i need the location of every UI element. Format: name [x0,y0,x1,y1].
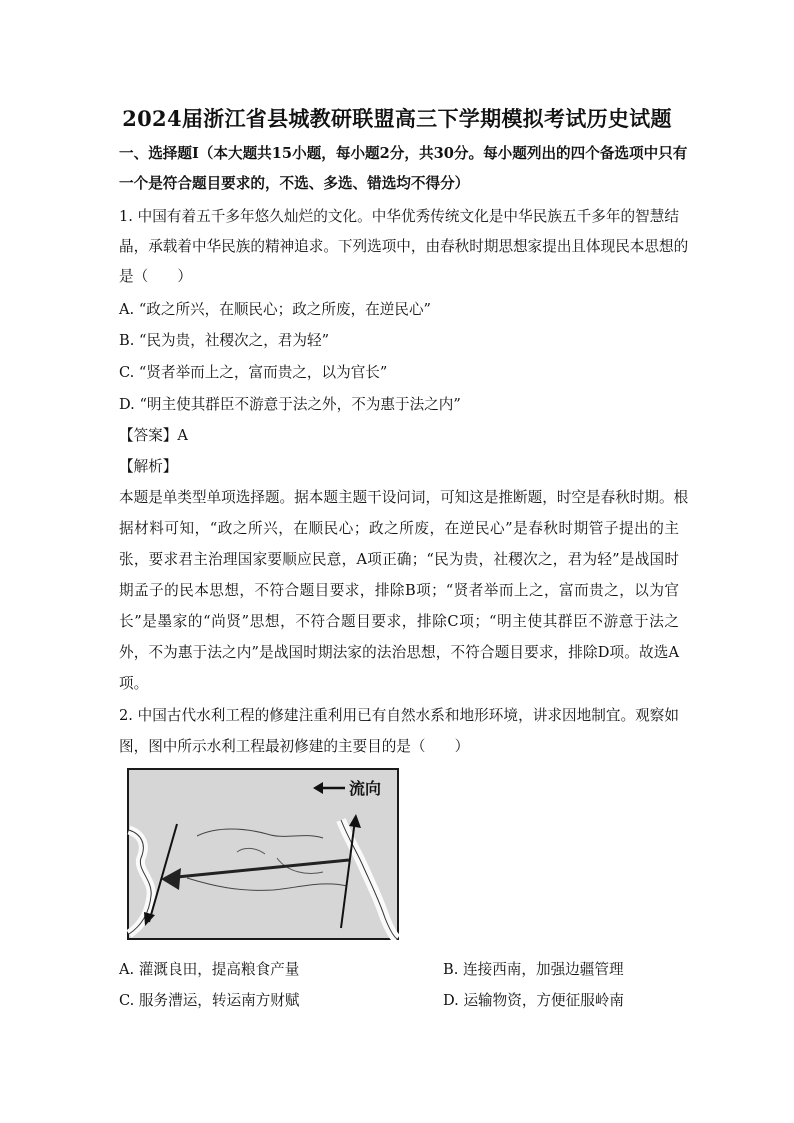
q1-option-b: B. “民为贵，社稷次之，君为轻” [119,332,330,349]
q2-stem-line-2: 图，图中所示水利工程最初修建的主要目的是（ ） [119,738,470,755]
q2-option-c: C. 服务漕运，转运南方财赋 [119,992,300,1009]
q2-option-d: D. 运输物资，方便征服岭南 [443,992,624,1009]
q1-analysis-line: 长”是墨家的“尚贤”思想，不符合题目要求，排除C项；“明主使其群臣不游意于法之 [119,613,679,630]
q1-analysis-line: 期孟子的民本思想，不符合题目要求，排除B项；“贤者举而上之，富而贵之，以为官 [119,582,679,599]
q1-option-a: A. “政之所兴，在顺民心；政之所废，在逆民心” [119,301,432,318]
flow-legend-label: 流向 [349,779,382,798]
q1-option-d: D. “明主使其群臣不游意于法之外，不为惠于法之内” [119,396,461,413]
q2-option-b: B. 连接西南，加强边疆管理 [443,961,624,978]
q1-option-c: C. “贤者举而上之，富而贵之，以为官长” [119,364,388,381]
page-title: 2024届浙江省县城教研联盟高三下学期模拟考试历史试题 [122,106,672,131]
q1-stem-line-1: 1. 中国有着五千多年悠久灿烂的文化。中华优秀传统文化是中华民族五千多年的智慧结 [119,208,679,225]
q1-analysis-line: 项。 [119,675,149,692]
q2-option-a: A. 灌溉良田，提高粮食产量 [119,961,300,978]
q1-stem-line-2: 晶，承载着中华民族的精神追求。下列选项中，由春秋时期思想家提出且体现民本思想的 [119,238,689,255]
q2-stem-line-1: 2. 中国古代水利工程的修建注重利用已有自然水系和地形环境，讲求因地制宜。观察如 [119,707,679,724]
section-heading-line-1: 一、选择题Ⅰ（本大题共15小题，每小题2分，共30分。每小题列出的四个备选项中只有 [119,145,688,162]
q1-analysis-line: 据材料可知，“政之所兴，在顺民心；政之所废，在逆民心”是春秋时期管子提出的主 [119,520,679,537]
q1-analysis-line: 本题是单类型单项选择题。据本题主题干设问词，可知这是推断题，时空是春秋时期。根 [119,489,689,506]
section-heading-line-2: 一个是符合题目要求的，不选、多选、错选均不得分） [119,175,470,192]
q1-stem-line-3: 是（ ） [119,268,192,285]
q1-analysis-line: 外，不为惠于法之内”是战国时期法家的法治思想，不符合题目要求，排除D项。故选A [119,644,679,661]
canal-map-figure [127,768,399,940]
q1-answer: 【答案】A [119,427,188,444]
q1-analysis-label: 【解析】 [119,458,178,475]
q1-analysis-line: 张，要求君主治理国家要顺应民意，A项正确；“民为贵，社稷次之，君为轻”是战国时 [119,551,679,568]
